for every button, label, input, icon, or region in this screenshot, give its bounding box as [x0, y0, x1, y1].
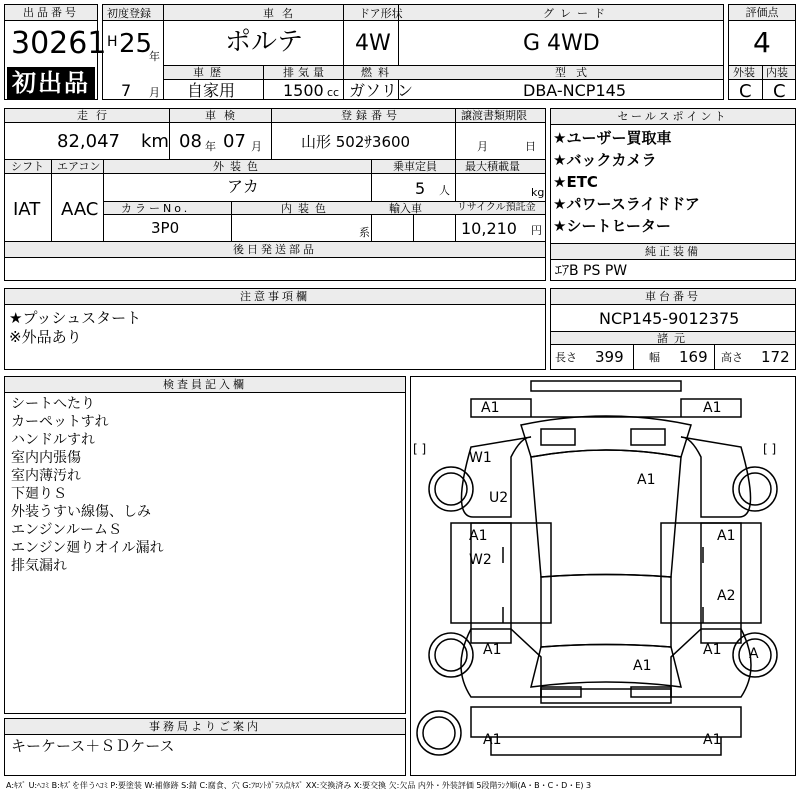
note-line: ★プッシュスタート — [9, 309, 142, 327]
transfer-label: 譲渡書類期限 — [461, 109, 527, 122]
fuel-label: 燃料 — [361, 66, 395, 79]
office-value: キーケース＋ＳＤケース — [11, 737, 175, 755]
insp-month-unit: 月 — [251, 140, 262, 153]
inspector-line: シートへたり — [11, 396, 95, 412]
ac-label: エアコン — [57, 160, 101, 173]
shift: IAT — [13, 199, 41, 220]
year-unit: 年 — [149, 50, 160, 63]
lot-box — [4, 4, 107, 100]
mark-bracket-left: [ ] — [413, 442, 427, 456]
import-label: 輸入車 — [389, 202, 422, 215]
insp-year: 08 — [179, 131, 202, 152]
car-name: ポルテ — [225, 27, 304, 57]
recycle-label: リサイクル預託金 — [457, 202, 536, 213]
capacity-label: 乗車定員 — [393, 160, 437, 173]
car-name-label: 車名 — [263, 7, 301, 20]
chassis-label: 車台番号 — [551, 289, 795, 305]
history: 自家用 — [187, 81, 236, 100]
mark-rear-left: A1 — [483, 732, 502, 748]
mark-right-rear-door: A2 — [717, 588, 736, 604]
later-parts-box — [4, 241, 546, 281]
load-label: 最大積載量 — [465, 160, 520, 173]
notes-box — [4, 288, 546, 370]
mark-left-rear-fender: A1 — [483, 642, 502, 658]
mark-front-right: A1 — [703, 400, 722, 416]
inspector-line: 下廻りＳ — [11, 486, 67, 502]
displacement-unit: cc — [327, 86, 340, 99]
grade: G 4WD — [523, 31, 600, 56]
equipment-value: ｴｱB PS PW — [555, 263, 628, 279]
color-no: 3P0 — [151, 219, 180, 237]
mileage-unit: km — [141, 131, 169, 152]
exterior-grade: C — [739, 81, 752, 102]
interior-label: 内装 — [766, 66, 788, 79]
mark-tail: A1 — [633, 658, 652, 674]
score-box — [728, 4, 796, 100]
mileage-label: 走行 — [77, 109, 115, 122]
sales-points-label: セールスポイント — [551, 109, 795, 125]
inspector-box — [4, 376, 406, 714]
inspector-label: 検査員記入欄 — [5, 377, 405, 393]
spec-table — [4, 108, 546, 242]
recycle-unit: 円 — [531, 224, 542, 237]
mark-left-front-door: A1 — [469, 528, 488, 544]
transfer-month-unit: 月 — [477, 140, 488, 153]
displacement: 1500 — [283, 81, 324, 100]
grade-label: グレード — [543, 7, 611, 20]
sales-point: ★パワースライドドア — [553, 195, 700, 213]
notes-label: 注意事項欄 — [5, 289, 545, 305]
score-label: 評価点 — [729, 5, 795, 21]
inspector-line: エンジンルームＳ — [11, 522, 122, 538]
mark-bracket-right: [ ] — [763, 442, 777, 456]
width-label: 幅 — [649, 351, 660, 364]
int-color-unit: 系 — [359, 226, 370, 239]
first-listing-badge: 初出品 — [7, 67, 95, 99]
mark-w1: W1 — [469, 450, 492, 466]
door: 4W — [355, 31, 391, 56]
plate-label: 登録番号 — [341, 109, 401, 122]
length-label: 長さ — [555, 351, 577, 364]
car-diagram — [410, 376, 796, 776]
note-line: ※外品あり — [9, 328, 82, 346]
mileage: 82,047 — [57, 131, 120, 152]
car-outline — [411, 377, 795, 775]
recycle: 10,210 — [461, 219, 517, 238]
month: 7 — [121, 81, 132, 100]
color-no-label: カラーNo. — [121, 202, 191, 215]
transfer-day-unit: 日 — [525, 140, 536, 153]
mark-right-front-door: A1 — [717, 528, 736, 544]
chassis-number: NCP145-9012375 — [599, 309, 740, 328]
height-label: 高さ — [721, 351, 743, 364]
inspector-line: 室内薄汚れ — [11, 468, 81, 484]
sales-points-box — [550, 108, 796, 244]
model-label: 型式 — [555, 66, 597, 79]
score: 4 — [753, 26, 771, 59]
office-label: 事務局よりご案内 — [5, 719, 405, 735]
lot-number: 30261 — [11, 26, 107, 61]
mark-hood: A1 — [637, 472, 656, 488]
inspection-label: 車検 — [205, 109, 243, 122]
int-color-label: 内装色 — [281, 202, 332, 215]
length: 399 — [595, 348, 624, 366]
sales-point: ★バックカメラ — [553, 151, 657, 169]
chassis-box — [550, 288, 796, 370]
inspector-line: 外装うすい線傷、しみ — [11, 504, 151, 520]
insp-year-unit: 年 — [205, 140, 216, 153]
color-label: 外装色 — [213, 160, 264, 173]
mark-w2: W2 — [469, 552, 492, 568]
shift-label: シフト — [11, 160, 44, 173]
height: 172 — [761, 348, 790, 366]
sales-point: ★シートヒーター — [553, 217, 671, 235]
ac: AAC — [61, 199, 99, 220]
capacity: 5 — [415, 179, 426, 198]
inspector-line: 排気漏れ — [11, 558, 67, 574]
main-info-box — [102, 4, 724, 100]
sales-point: ★ユーザー買取車 — [553, 129, 672, 147]
load-unit: kg — [531, 186, 545, 199]
sales-point: ★ETC — [553, 173, 598, 191]
equipment-box — [550, 243, 796, 281]
inspector-line: ハンドルすれ — [11, 432, 95, 448]
era: H — [107, 34, 118, 50]
inspector-line: エンジン廻りオイル漏れ — [11, 540, 164, 556]
year: 25 — [119, 29, 153, 59]
dims-label: 諸元 — [657, 332, 691, 345]
fuel: ガソリン — [349, 81, 414, 100]
insp-month: 07 — [223, 131, 246, 152]
displacement-label: 排気量 — [283, 66, 328, 79]
model: DBA-NCP145 — [523, 81, 626, 100]
mark-rear-right: A1 — [703, 732, 722, 748]
mark-u2: U2 — [489, 490, 509, 506]
office-box — [4, 718, 406, 776]
mark-front-left: A1 — [481, 400, 500, 416]
mark-wheel-a: A — [749, 646, 759, 662]
equipment-label: 純正装備 — [551, 244, 795, 260]
plate: 山形 502ｻ3600 — [301, 133, 411, 151]
width: 169 — [679, 348, 708, 366]
door-label: ドア形状 — [359, 7, 403, 20]
month-unit: 月 — [149, 86, 160, 99]
inspector-line: 室内内張傷 — [11, 450, 81, 466]
exterior-label: 外装 — [733, 66, 755, 79]
history-label: 車歴 — [193, 66, 227, 79]
interior-grade: C — [773, 81, 786, 102]
first-reg-label: 初度登録 — [107, 7, 151, 20]
capacity-unit: 人 — [439, 184, 450, 197]
lot-label: 出品番号 — [5, 5, 97, 21]
inspector-line: カーペットすれ — [11, 414, 109, 430]
mark-right-rear-fender: A1 — [703, 642, 722, 658]
legend: A:ｷｽﾞ U:ﾍｺﾐ B:ｷｽﾞを伴うﾍｺﾐ P:要塗装 W:補修跡 S:錆 C:腐食、穴 G:ﾌﾛﾝﾄｶﾞﾗｽ点ｷｽﾞ XX:交換済み X:要交換 欠:欠品 内外・外装評価 5段階ﾗﾝｸ順(A・B・C・D・E) 3 — [6, 781, 592, 790]
later-parts-label: 後日発送部品 — [5, 242, 545, 258]
color: アカ — [227, 177, 259, 196]
